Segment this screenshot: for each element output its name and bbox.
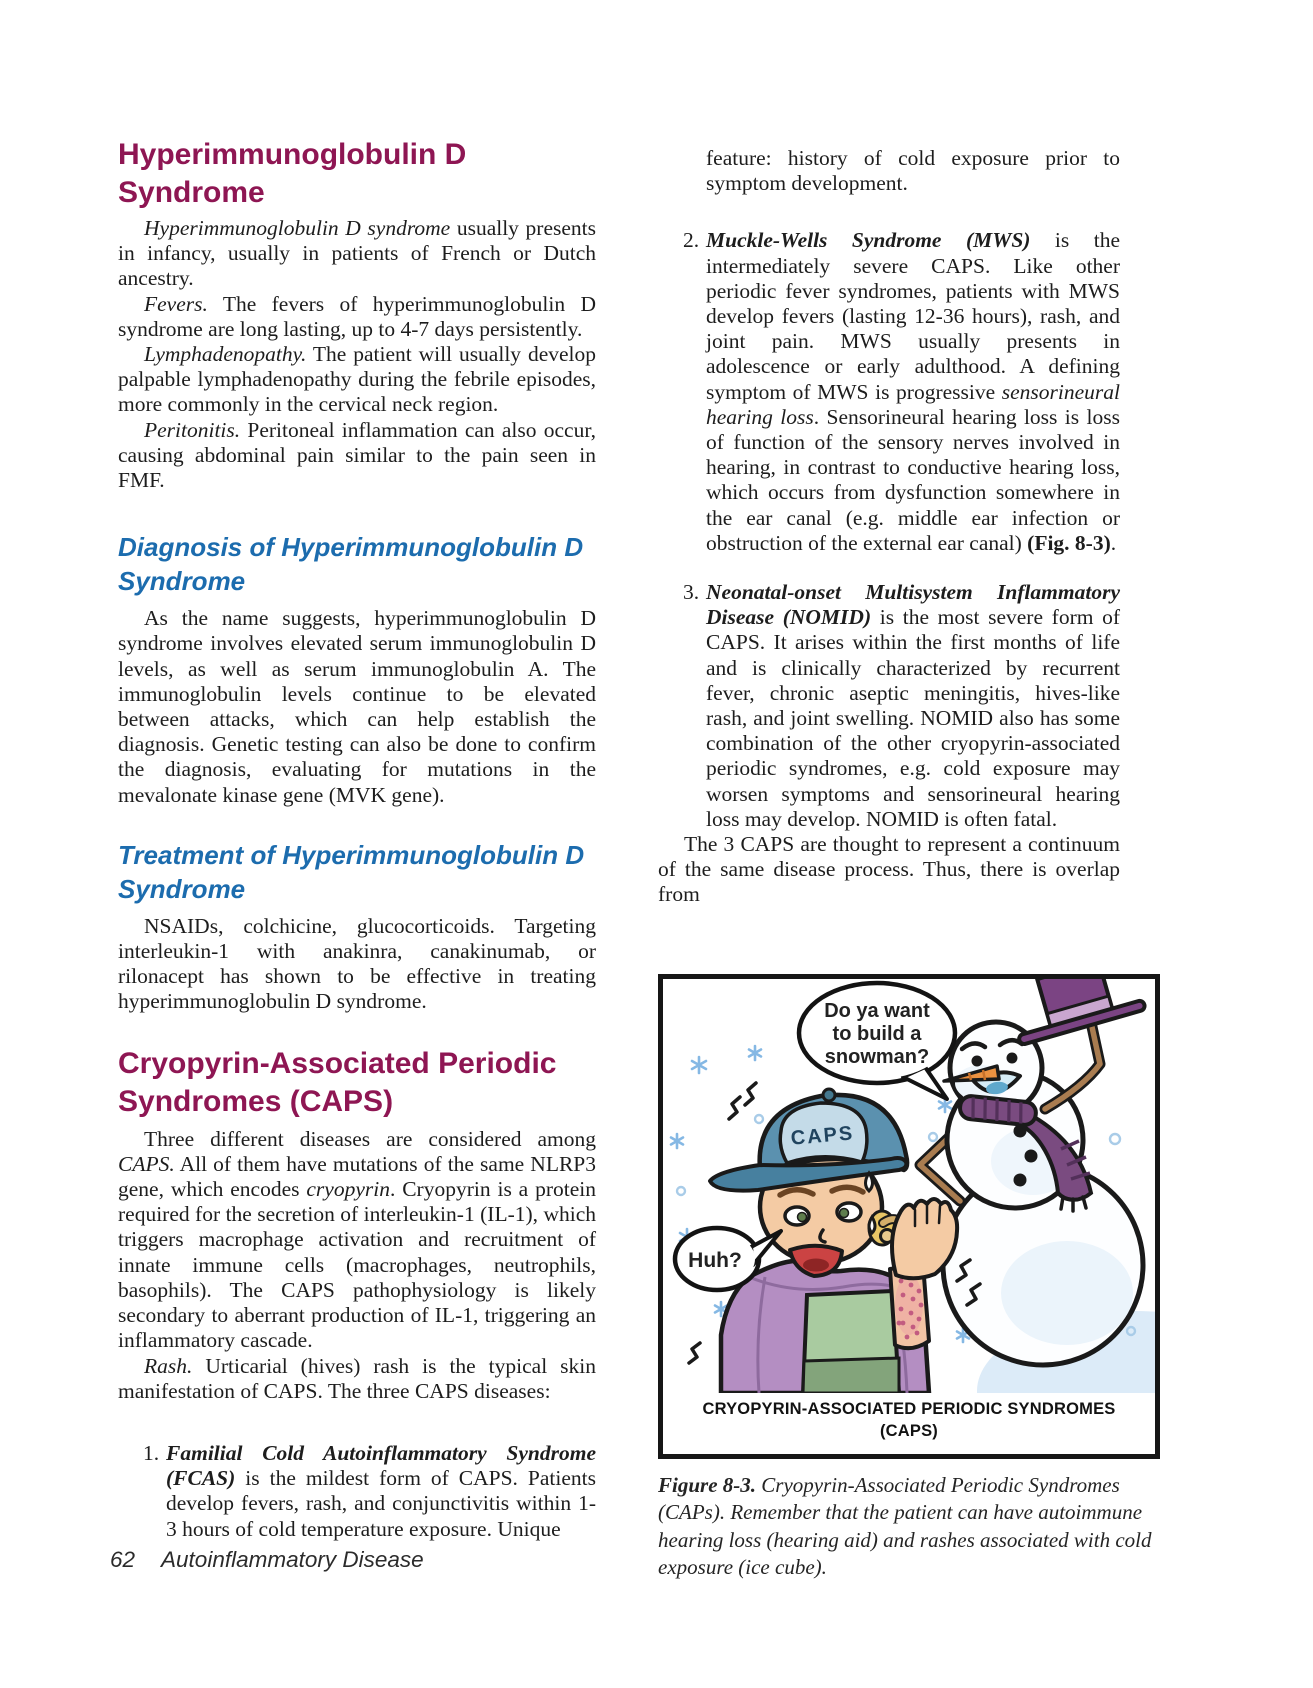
figure-panel-caption: CRYOPYRIN-ASSOCIATED PERIODIC SYNDROMES (CAPS) bbox=[702, 1399, 1116, 1440]
list-item-nomid: 3. Neonatal-onset Multisystem Inflammatory Disease (NOMID) is the most severe form of CAPS. It arises within the first months of life and is clinically characterized by recurrent fever, chronic aseptic meningitis, hives-like rash, and joint swelling. NOMID also has some combination of the other cryopyrin-associated periodic syndromes, e.g. cold exposure may worsen symptoms and sensorineural hearing loss may develop. NOMID is often fatal. bbox=[683, 580, 1121, 831]
paragraph-continuum: The 3 CAPS are thought to represent a continuum of the same disease process. Thus, there is overlap from bbox=[658, 832, 1120, 907]
list-item-fcas-continuation: feature: history of cold exposure prior to symptom development. bbox=[706, 146, 1120, 196]
paragraph-peritonitis: Peritonitis. Peritoneal inflammation can also occur, causing abdominal pain similar to the pain seen in FMF. bbox=[118, 417, 596, 493]
paragraph-rash: Rash. Urticarial (hives) rash is the typical skin manifestation of CAPS. The three CAPS diseases: bbox=[118, 1353, 596, 1403]
cap-text: CAPS bbox=[789, 1121, 856, 1150]
paragraph-diagnosis: As the name suggests, hyperimmunoglobulin D syndrome involves elevated serum immunoglobulin D levels, as well as serum immunoglobulin A. The immunoglobulin levels continue to be elevated between attacks, which can help establish the diagnosis. Genetic testing can also be done to confirm the diagnosis, evaluating for mutations in the mevalonate kinase gene (MVK gene). bbox=[118, 606, 596, 807]
svg-text:Do ya want: Do ya want bbox=[824, 999, 930, 1022]
right-column bbox=[658, 136, 1152, 1603]
paragraph-fevers: Fevers. The fevers of hyperimmunoglobulin D syndrome are long lasting, up to 4-7 days persistently. bbox=[118, 291, 596, 341]
svg-text:Huh?: Huh? bbox=[688, 1248, 742, 1272]
subheading-diagnosis: Diagnosis of Hyperimmunoglobulin D Syndrome bbox=[118, 532, 584, 597]
heading-line: Syndrome bbox=[118, 176, 265, 209]
list-number: 3. bbox=[683, 580, 700, 605]
figure-legend: Figure 8-3. Cryopyrin-Associated Periodic Syndromes (CAPs). Remember that the patient can have autoimmune hearing loss (hearing aid) and rashes associated with cold exposure (ice cube). bbox=[658, 1472, 1152, 1580]
svg-text:snowman?: snowman? bbox=[824, 1045, 930, 1068]
list-number: 2. bbox=[683, 228, 700, 253]
heading-line: Hyperimmunoglobulin D bbox=[118, 138, 467, 171]
section-heading-caps: Cryopyrin-Associated Periodic Syndromes (CAPS) bbox=[118, 1046, 557, 1118]
figure-8-3-panel bbox=[658, 974, 1160, 1459]
svg-text:to build a: to build a bbox=[832, 1022, 922, 1045]
paragraph-treatment: NSAIDs, colchicine, glucocorticoids. Targeting interleukin-1 with anakinra, canakinumab, or rilonacept has shown to be effective in treating hyperimmunoglobulin D syndrome. bbox=[118, 913, 596, 1014]
paragraph-hids-intro: Hyperimmunoglobulin D syndrome usually presents in infancy, usually in patients of French or Dutch ancestry. bbox=[118, 216, 596, 291]
list-item-mws: 2. Muckle-Wells Syndrome (MWS) is the intermediately severe CAPS. Like other periodic fever syndromes, patients with MWS develop fevers (lasting 12-36 hours), rash, and joint pain. MWS usually presents in adolescence or early adulthood. A defining symptom of MWS is progressive sensorineural hearing loss. Sensorineural hearing loss is loss of function of the sensory nerves involved in hearing, in contrast to conductive hearing loss, which occurs from dysfunction somewhere in the ear canal (e.g. middle ear infection or obstruction of the external ear canal) (Fig. 8-3). bbox=[683, 228, 1120, 555]
running-title: Autoinflammatory Disease bbox=[161, 1547, 424, 1572]
section-heading-hids bbox=[118, 136, 596, 212]
caps-cartoon bbox=[663, 979, 1155, 1393]
page-number: 62 bbox=[110, 1547, 136, 1572]
sweat-drop-icon bbox=[866, 1173, 873, 1191]
subheading-treatment: Treatment of Hyperimmunoglobulin D Syndrome bbox=[118, 839, 585, 904]
list-number: 1. bbox=[143, 1440, 160, 1465]
paragraph-lymphadenopathy: Lymphadenopathy. The patient will usually develop palpable lymphadenopathy during the febrile episodes, more commonly in the cervical neck region. bbox=[118, 342, 596, 417]
sweat-drop-icon bbox=[869, 1217, 875, 1233]
page-footer bbox=[110, 1547, 424, 1573]
paragraph-caps-intro: Three different diseases are considered among CAPS. All of them have mutations of the same NLRP3 gene, which encodes cryopyrin. Cryopyrin is a protein required for the secretion of interleukin-1 (IL-1), which triggers macrophage activation and recruitment of innate immune cells (macrophages, neutrophils, basophils). The CAPS pathophysiology is likely secondary to aberrant production of IL-1, triggering an inflammatory cascade. bbox=[118, 1126, 597, 1353]
left-column bbox=[118, 136, 596, 1542]
list-item-fcas: 1. Familial Cold Autoinflammatory Syndrome (FCAS) is the mildest form of CAPS. Patients develop fevers, rash, and conjunctivitis within 1-3 hours of cold temperature exposure. Unique bbox=[143, 1440, 596, 1541]
